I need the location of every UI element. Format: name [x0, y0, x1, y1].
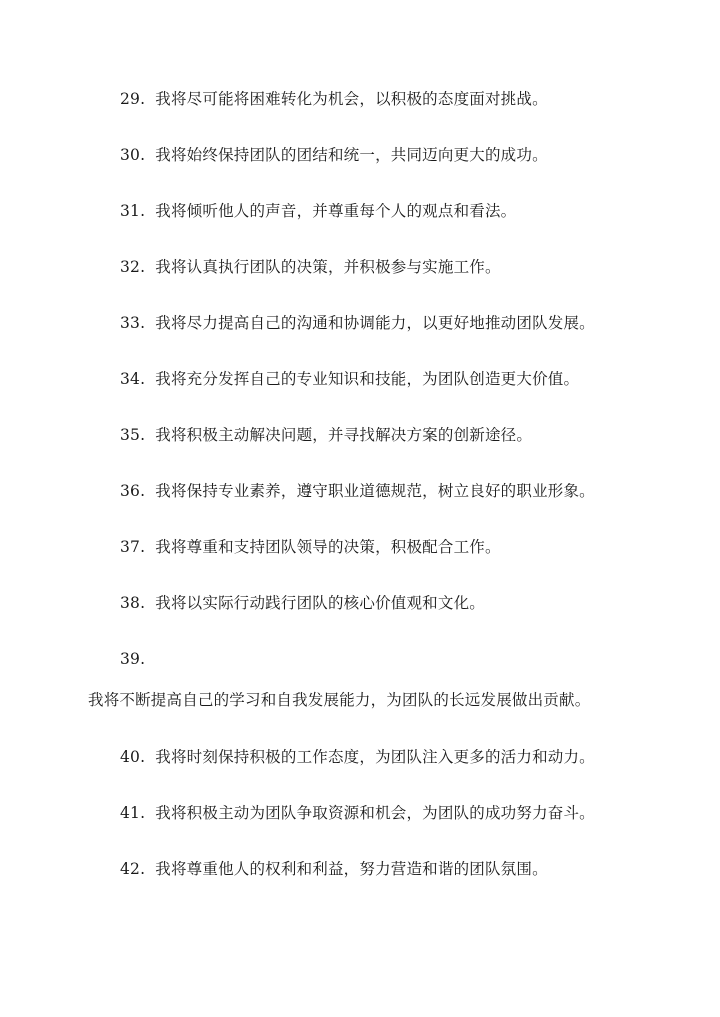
item-number: 42. — [120, 860, 146, 878]
item-text: 我将倾听他人的声音，并尊重每个人的观点和看法。 — [155, 202, 517, 220]
item-number: 41. — [120, 804, 146, 822]
item-number: 34. — [120, 370, 146, 388]
list-item — [120, 89, 548, 109]
item-number: 32. — [120, 258, 146, 276]
item-text: 我将不断提高自己的学习和自我发展能力，为团队的长远发展做出贡献。 — [88, 691, 591, 709]
list-item — [120, 859, 548, 879]
item-text: 我将积极主动解决问题，并寻找解决方案的创新途径。 — [155, 426, 533, 444]
item-text: 我将积极主动为团队争取资源和机会，为团队的成功努力奋斗。 — [155, 804, 595, 822]
item-text: 我将充分发挥自己的专业知识和技能，为团队创造更大价值。 — [155, 370, 580, 388]
list-item — [120, 145, 548, 165]
item-number: 29. — [120, 90, 146, 108]
item-number: 39. — [120, 650, 146, 668]
item-number: 40. — [120, 748, 146, 766]
item-number: 31. — [120, 202, 146, 220]
list-item — [120, 803, 595, 823]
item-text: 我将尊重他人的权利和利益，努力营造和谐的团队氛围。 — [155, 860, 548, 878]
item-text: 我将时刻保持积极的工作态度，为团队注入更多的活力和动力。 — [155, 748, 595, 766]
list-item-continuation — [88, 690, 590, 710]
list-item — [120, 537, 501, 557]
list-item — [120, 649, 155, 669]
item-text: 我将保持专业素养，遵守职业道德规范，树立良好的职业形象。 — [155, 482, 595, 500]
list-item — [120, 369, 579, 389]
item-text: 我将以实际行动践行团队的核心价值观和文化。 — [155, 594, 485, 612]
list-item — [120, 257, 501, 277]
list-item — [120, 481, 595, 501]
item-number: 35. — [120, 426, 146, 444]
list-item — [120, 425, 532, 445]
list-item — [120, 747, 595, 767]
item-number: 38. — [120, 594, 146, 612]
item-text: 我将始终保持团队的团结和统一，共同迈向更大的成功。 — [155, 146, 548, 164]
item-text: 我将尊重和支持团队领导的决策，积极配合工作。 — [155, 538, 501, 556]
item-text: 我将尽可能将困难转化为机会，以积极的态度面对挑战。 — [155, 90, 548, 108]
item-number: 33. — [120, 314, 146, 332]
item-number: 30. — [120, 146, 146, 164]
item-number: 37. — [120, 538, 146, 556]
list-item — [120, 593, 485, 613]
list-item — [120, 313, 595, 333]
item-text: 我将认真执行团队的决策，并积极参与实施工作。 — [155, 258, 501, 276]
list-item — [120, 201, 516, 221]
item-number: 36. — [120, 482, 146, 500]
item-text: 我将尽力提高自己的沟通和协调能力，以更好地推动团队发展。 — [155, 314, 595, 332]
